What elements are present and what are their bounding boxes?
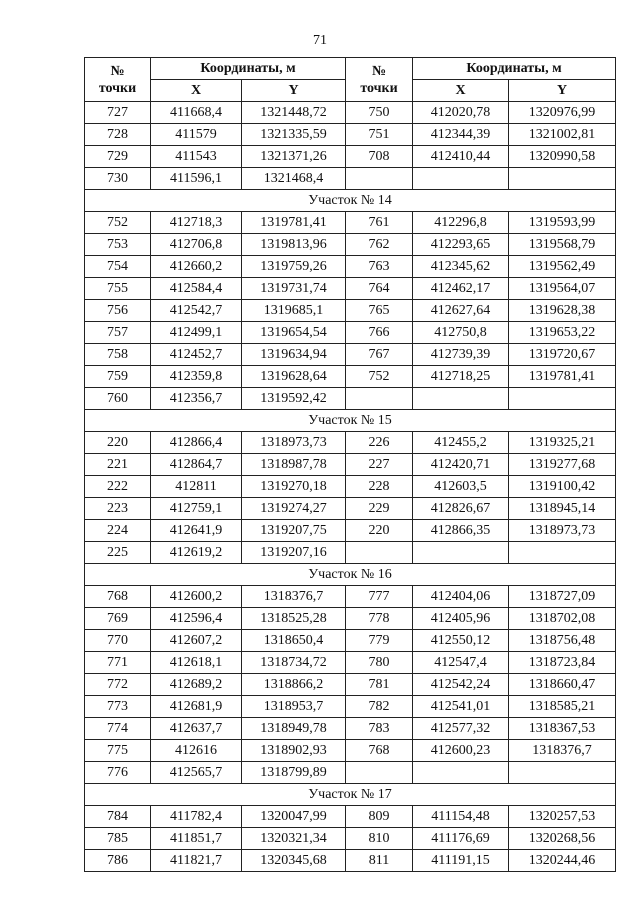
point-number-left-cell: 775: [85, 740, 151, 762]
point-number-left-cell: 774: [85, 718, 151, 740]
point-number-header-text: № точки: [98, 63, 137, 96]
x-left-cell: 412499,1: [151, 322, 242, 344]
section-title: Участок № 15: [85, 410, 616, 432]
x-left-cell: 411821,7: [151, 850, 242, 872]
y-right-cell: 1318756,48: [509, 630, 616, 652]
point-number-right-cell: 779: [346, 630, 413, 652]
point-number-left-cell: 756: [85, 300, 151, 322]
point-number-right-cell: [346, 388, 413, 410]
x-left-cell: 411782,4: [151, 806, 242, 828]
point-number-header-right: [346, 58, 413, 102]
y-right-cell: 1319325,21: [509, 432, 616, 454]
y-left-cell: 1319813,96: [242, 234, 346, 256]
x-right-cell: [413, 168, 509, 190]
y-left-cell: 1318866,2: [242, 674, 346, 696]
x-left-cell: 411543: [151, 146, 242, 168]
x-left-cell: 412565,7: [151, 762, 242, 784]
y-left-cell: 1318973,73: [242, 432, 346, 454]
x-right-cell: [413, 388, 509, 410]
x-left-cell: 411596,1: [151, 168, 242, 190]
x-right-cell: 412826,67: [413, 498, 509, 520]
x-right-cell: 412577,32: [413, 718, 509, 740]
point-number-left-cell: 730: [85, 168, 151, 190]
x-left-cell: 412641,9: [151, 520, 242, 542]
y-left-cell: 1318799,89: [242, 762, 346, 784]
y-right-cell: 1319781,41: [509, 366, 616, 388]
point-number-left-cell: 222: [85, 476, 151, 498]
x-right-cell: 412541,01: [413, 696, 509, 718]
page-number: 71: [313, 33, 327, 48]
x-right-cell: 412600,23: [413, 740, 509, 762]
table-row: [85, 740, 616, 762]
x-left-cell: 411579: [151, 124, 242, 146]
y-left-cell: 1318734,72: [242, 652, 346, 674]
point-number-right-cell: 782: [346, 696, 413, 718]
point-number-right-cell: 768: [346, 740, 413, 762]
y-left-cell: 1321468,4: [242, 168, 346, 190]
y-right-cell: 1319562,49: [509, 256, 616, 278]
point-number-right-cell: 766: [346, 322, 413, 344]
table-row: [85, 696, 616, 718]
y-right-cell: 1320244,46: [509, 850, 616, 872]
table-row: [85, 806, 616, 828]
x-right-cell: 412462,17: [413, 278, 509, 300]
table-row: [85, 102, 616, 124]
point-number-right-cell: 777: [346, 586, 413, 608]
x-right-cell: 412293,65: [413, 234, 509, 256]
section-row: [85, 564, 616, 586]
y-right-cell: 1319568,79: [509, 234, 616, 256]
table-row: [85, 388, 616, 410]
coordinates-table: [84, 57, 616, 872]
x-left-cell: 411668,4: [151, 102, 242, 124]
y-left-cell: 1319274,27: [242, 498, 346, 520]
x-right-cell: 412296,8: [413, 212, 509, 234]
x-left-cell: 412452,7: [151, 344, 242, 366]
point-number-right-cell: 809: [346, 806, 413, 828]
x-right-cell: 411154,48: [413, 806, 509, 828]
section-title: Участок № 17: [85, 784, 616, 806]
point-number-right-cell: 228: [346, 476, 413, 498]
y-right-cell: 1319628,38: [509, 300, 616, 322]
table-row: [85, 212, 616, 234]
y-left-cell: 1318987,78: [242, 454, 346, 476]
y-left-cell: 1319759,26: [242, 256, 346, 278]
point-number-left-cell: 776: [85, 762, 151, 784]
point-number-right-cell: 708: [346, 146, 413, 168]
point-number-header-text: № точки: [360, 63, 398, 96]
y-left-cell: 1319270,18: [242, 476, 346, 498]
y-left-cell: 1318949,78: [242, 718, 346, 740]
x-left-cell: 412600,2: [151, 586, 242, 608]
point-number-left-cell: 728: [85, 124, 151, 146]
table-row: [85, 256, 616, 278]
x-left-cell: 412584,4: [151, 278, 242, 300]
point-number-right-cell: [346, 762, 413, 784]
point-number-right-cell: 229: [346, 498, 413, 520]
x-right-cell: 412739,39: [413, 344, 509, 366]
y-left-cell: 1319628,64: [242, 366, 346, 388]
point-number-right-cell: 783: [346, 718, 413, 740]
y-right-cell: 1320257,53: [509, 806, 616, 828]
x-right-cell: 412866,35: [413, 520, 509, 542]
x-left-cell: 412618,1: [151, 652, 242, 674]
table-row: [85, 124, 616, 146]
section-row: [85, 410, 616, 432]
point-number-left-cell: 770: [85, 630, 151, 652]
table-row: [85, 520, 616, 542]
x-right-cell: [413, 542, 509, 564]
point-number-right-cell: 220: [346, 520, 413, 542]
y-right-cell: 1320268,56: [509, 828, 616, 850]
point-number-left-cell: 786: [85, 850, 151, 872]
point-number-right-cell: 781: [346, 674, 413, 696]
point-number-left-cell: 220: [85, 432, 151, 454]
x-left-cell: 412619,2: [151, 542, 242, 564]
point-number-right-cell: 750: [346, 102, 413, 124]
x-left-cell: 412759,1: [151, 498, 242, 520]
y-left-cell: 1321335,59: [242, 124, 346, 146]
point-number-header-left: [85, 58, 151, 102]
y-left-cell: 1319685,1: [242, 300, 346, 322]
section-row: [85, 784, 616, 806]
table-row: [85, 828, 616, 850]
y-left-cell: 1319731,74: [242, 278, 346, 300]
x-right-cell: 412550,12: [413, 630, 509, 652]
point-number-left-cell: 754: [85, 256, 151, 278]
x-right-cell: 412603,5: [413, 476, 509, 498]
point-number-left-cell: 753: [85, 234, 151, 256]
point-number-left-cell: 785: [85, 828, 151, 850]
point-number-right-cell: 761: [346, 212, 413, 234]
x-left-cell: 412637,7: [151, 718, 242, 740]
point-number-left-cell: 755: [85, 278, 151, 300]
table-row: [85, 542, 616, 564]
point-number-right-cell: 764: [346, 278, 413, 300]
point-number-left-cell: 752: [85, 212, 151, 234]
point-number-left-cell: 221: [85, 454, 151, 476]
point-number-right-cell: 778: [346, 608, 413, 630]
y-right-cell: 1319100,42: [509, 476, 616, 498]
point-number-right-cell: [346, 168, 413, 190]
point-number-left-cell: 769: [85, 608, 151, 630]
x-right-cell: 412627,64: [413, 300, 509, 322]
point-number-right-cell: 226: [346, 432, 413, 454]
y-left-cell: 1319634,94: [242, 344, 346, 366]
header-row-1: [85, 58, 616, 80]
x-left-cell: 412811: [151, 476, 242, 498]
x-left-cell: 412718,3: [151, 212, 242, 234]
x-right-cell: 412410,44: [413, 146, 509, 168]
section-title: Участок № 14: [85, 190, 616, 212]
table-row: [85, 322, 616, 344]
point-number-left-cell: 223: [85, 498, 151, 520]
table-row: [85, 476, 616, 498]
y-right-cell: 1318585,21: [509, 696, 616, 718]
point-number-left-cell: 772: [85, 674, 151, 696]
point-number-left-cell: 758: [85, 344, 151, 366]
x-right-cell: 412405,96: [413, 608, 509, 630]
y-left-cell: 1318953,7: [242, 696, 346, 718]
y-right-cell: 1318367,53: [509, 718, 616, 740]
x-left-cell: 412542,7: [151, 300, 242, 322]
coordinates-header-right: Координаты, м: [413, 58, 616, 80]
y-left-cell: 1319781,41: [242, 212, 346, 234]
table-row: [85, 652, 616, 674]
x-right-cell: 412750,8: [413, 322, 509, 344]
table-row: [85, 366, 616, 388]
point-number-left-cell: 773: [85, 696, 151, 718]
x-left-cell: 412864,7: [151, 454, 242, 476]
y-right-cell: 1319593,99: [509, 212, 616, 234]
point-number-right-cell: 767: [346, 344, 413, 366]
x-header-left: X: [151, 80, 242, 102]
y-right-cell: 1320990,58: [509, 146, 616, 168]
y-left-cell: 1318376,7: [242, 586, 346, 608]
x-right-cell: 412404,06: [413, 586, 509, 608]
y-right-cell: [509, 762, 616, 784]
table-row: [85, 168, 616, 190]
x-left-cell: 412660,2: [151, 256, 242, 278]
point-number-left-cell: 727: [85, 102, 151, 124]
point-number-right-cell: 780: [346, 652, 413, 674]
y-right-cell: 1319653,22: [509, 322, 616, 344]
point-number-left-cell: 757: [85, 322, 151, 344]
x-left-cell: 412689,2: [151, 674, 242, 696]
table-row: [85, 234, 616, 256]
y-left-cell: 1319592,42: [242, 388, 346, 410]
point-number-right-cell: 810: [346, 828, 413, 850]
y-right-cell: 1318376,7: [509, 740, 616, 762]
x-right-cell: 412542,24: [413, 674, 509, 696]
y-left-cell: 1319654,54: [242, 322, 346, 344]
x-left-cell: 411851,7: [151, 828, 242, 850]
x-right-cell: 412718,25: [413, 366, 509, 388]
x-right-cell: 411176,69: [413, 828, 509, 850]
table-row: [85, 344, 616, 366]
y-left-cell: 1320345,68: [242, 850, 346, 872]
y-header-right: Y: [509, 80, 616, 102]
x-right-cell: 412344,39: [413, 124, 509, 146]
point-number-right-cell: 811: [346, 850, 413, 872]
y-right-cell: 1318723,84: [509, 652, 616, 674]
table-body: [85, 102, 616, 872]
point-number-left-cell: 768: [85, 586, 151, 608]
y-right-cell: 1318702,08: [509, 608, 616, 630]
x-right-cell: 412547,4: [413, 652, 509, 674]
table-row: [85, 278, 616, 300]
point-number-left-cell: 224: [85, 520, 151, 542]
table-row: [85, 432, 616, 454]
y-left-cell: 1318650,4: [242, 630, 346, 652]
y-right-cell: [509, 542, 616, 564]
x-left-cell: 412359,8: [151, 366, 242, 388]
point-number-right-cell: 765: [346, 300, 413, 322]
y-header-left: Y: [242, 80, 346, 102]
point-number-right-cell: 762: [346, 234, 413, 256]
point-number-right-cell: [346, 542, 413, 564]
table-row: [85, 630, 616, 652]
point-number-right-cell: 751: [346, 124, 413, 146]
table-row: [85, 718, 616, 740]
section-row: [85, 190, 616, 212]
x-right-cell: 412420,71: [413, 454, 509, 476]
point-number-right-cell: 227: [346, 454, 413, 476]
x-right-cell: 412455,2: [413, 432, 509, 454]
table-row: [85, 146, 616, 168]
x-right-cell: 411191,15: [413, 850, 509, 872]
y-right-cell: 1318945,14: [509, 498, 616, 520]
x-left-cell: 412596,4: [151, 608, 242, 630]
y-left-cell: 1318902,93: [242, 740, 346, 762]
point-number-left-cell: 771: [85, 652, 151, 674]
x-left-cell: 412356,7: [151, 388, 242, 410]
x-left-cell: 412706,8: [151, 234, 242, 256]
x-header-right: X: [413, 80, 509, 102]
y-left-cell: 1320047,99: [242, 806, 346, 828]
x-left-cell: 412616: [151, 740, 242, 762]
y-left-cell: 1320321,34: [242, 828, 346, 850]
y-left-cell: 1321448,72: [242, 102, 346, 124]
x-left-cell: 412866,4: [151, 432, 242, 454]
x-left-cell: 412681,9: [151, 696, 242, 718]
coordinates-header-left: Координаты, м: [151, 58, 346, 80]
point-number-left-cell: 225: [85, 542, 151, 564]
y-right-cell: [509, 388, 616, 410]
y-left-cell: 1319207,75: [242, 520, 346, 542]
point-number-right-cell: 763: [346, 256, 413, 278]
y-right-cell: 1318727,09: [509, 586, 616, 608]
y-left-cell: 1318525,28: [242, 608, 346, 630]
table-row: [85, 608, 616, 630]
y-right-cell: 1318660,47: [509, 674, 616, 696]
x-right-cell: 412020,78: [413, 102, 509, 124]
table-row: [85, 498, 616, 520]
y-right-cell: 1318973,73: [509, 520, 616, 542]
table-row: [85, 762, 616, 784]
y-right-cell: 1319720,67: [509, 344, 616, 366]
y-right-cell: 1320976,99: [509, 102, 616, 124]
table-row: [85, 300, 616, 322]
x-right-cell: 412345,62: [413, 256, 509, 278]
y-right-cell: 1321002,81: [509, 124, 616, 146]
y-left-cell: 1319207,16: [242, 542, 346, 564]
table-row: [85, 850, 616, 872]
y-right-cell: 1319564,07: [509, 278, 616, 300]
y-left-cell: 1321371,26: [242, 146, 346, 168]
x-left-cell: 412607,2: [151, 630, 242, 652]
table-row: [85, 586, 616, 608]
point-number-right-cell: 752: [346, 366, 413, 388]
point-number-left-cell: 760: [85, 388, 151, 410]
point-number-left-cell: 784: [85, 806, 151, 828]
y-right-cell: [509, 168, 616, 190]
point-number-left-cell: 759: [85, 366, 151, 388]
section-title: Участок № 16: [85, 564, 616, 586]
x-right-cell: [413, 762, 509, 784]
table-row: [85, 454, 616, 476]
y-right-cell: 1319277,68: [509, 454, 616, 476]
table-row: [85, 674, 616, 696]
point-number-left-cell: 729: [85, 146, 151, 168]
